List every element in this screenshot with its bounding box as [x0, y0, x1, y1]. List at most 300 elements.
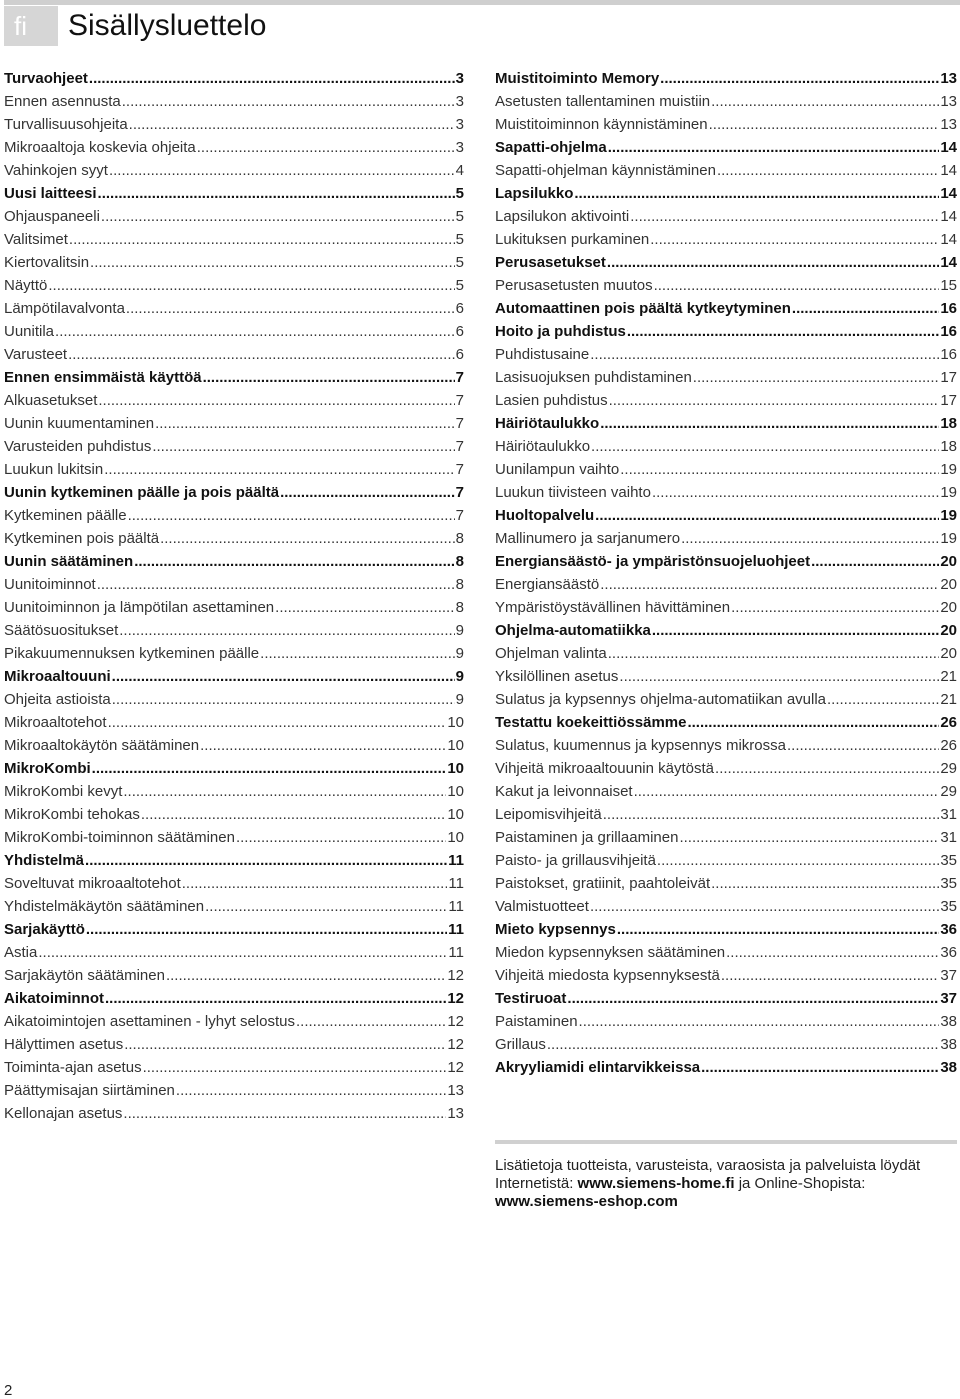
- toc-entry-page: 13: [940, 93, 957, 110]
- toc-entry-page: 13: [940, 116, 957, 133]
- toc-entry[interactable]: [4, 458, 464, 481]
- toc-entry-page: 35: [940, 898, 957, 915]
- toc-entry-page: 19: [940, 461, 957, 478]
- toc-entry-label: Grillaus: [495, 1036, 546, 1053]
- toc-entry-page: 14: [940, 231, 957, 248]
- toc-entry[interactable]: [4, 964, 464, 987]
- toc-entry-label: Perusasetukset: [495, 254, 606, 271]
- toc-entry-page: 13: [940, 70, 957, 87]
- toc-entry[interactable]: [4, 389, 464, 412]
- toc-entry[interactable]: [4, 895, 464, 918]
- toc-entry[interactable]: [4, 320, 464, 343]
- toc-entry[interactable]: [495, 389, 957, 412]
- toc-leader-dots: [693, 366, 940, 389]
- toc-section-entry[interactable]: [495, 412, 957, 435]
- toc-entry-page: 5: [455, 208, 464, 225]
- toc-entry-page: 31: [940, 829, 957, 846]
- toc-leader-dots: [634, 780, 940, 803]
- toc-entry[interactable]: [495, 803, 957, 826]
- toc-entry-page: 18: [940, 415, 957, 432]
- toc-leader-dots: [108, 711, 447, 734]
- toc-entry-page: 13: [447, 1105, 464, 1122]
- toc-entry-label: Lasien puhdistus: [495, 392, 608, 409]
- toc-entry[interactable]: [4, 803, 464, 826]
- toc-section-entry[interactable]: [495, 550, 957, 573]
- toc-leader-dots: [711, 872, 939, 895]
- toc-section-entry[interactable]: [4, 366, 464, 389]
- toc-entry-label: Kytkeminen pois päältä: [4, 530, 160, 547]
- toc-entry-label: Lämpötilavalvonta: [4, 300, 125, 317]
- toc-entry[interactable]: [495, 90, 957, 113]
- toc-entry[interactable]: [495, 964, 957, 987]
- toc-section-entry[interactable]: [495, 711, 957, 734]
- toc-entry-label: Uunin kytkeminen päälle ja pois päältä: [4, 484, 280, 501]
- toc-entry[interactable]: [4, 136, 464, 159]
- toc-entry[interactable]: [4, 826, 464, 849]
- toc-leader-dots: [726, 941, 939, 964]
- toc-entry[interactable]: [4, 596, 464, 619]
- toc-entry[interactable]: [495, 665, 957, 688]
- toc-section-entry[interactable]: [495, 136, 957, 159]
- toc-entry[interactable]: [495, 642, 957, 665]
- toc-leader-dots: [109, 159, 455, 182]
- toc-section-entry[interactable]: [4, 757, 464, 780]
- toc-leader-dots: [620, 458, 939, 481]
- toc-entry-label: Luukun lukitsin: [4, 461, 104, 478]
- info-note: [495, 1157, 957, 1211]
- language-tag: fi: [4, 6, 58, 46]
- toc-leader-dots: [275, 596, 455, 619]
- toc-leader-dots: [90, 251, 455, 274]
- toc-leader-dots: [679, 826, 939, 849]
- toc-entry-page: 35: [940, 852, 957, 869]
- toc-entry[interactable]: [4, 619, 464, 642]
- toc-entry[interactable]: [495, 849, 957, 872]
- toc-entry[interactable]: [495, 343, 957, 366]
- toc-entry-label: Sulatus ja kypsennys ohjelma-automatiikan avulla: [495, 691, 827, 708]
- toc-leader-dots: [129, 113, 455, 136]
- toc-leader-dots: [650, 228, 939, 251]
- toc-entry-page: 10: [447, 783, 464, 800]
- toc-entry-page: 11: [448, 875, 464, 892]
- toc-section-entry[interactable]: [495, 67, 957, 90]
- toc-entry[interactable]: [495, 113, 957, 136]
- toc-entry-label: Toiminta-ajan asetus: [4, 1059, 142, 1076]
- toc-entry-page: 20: [940, 645, 957, 662]
- toc-entry[interactable]: [495, 366, 957, 389]
- toc-entry-label: Sulatus, kuumennus ja kypsennys mikrossa: [495, 737, 786, 754]
- toc-leader-dots: [590, 343, 939, 366]
- toc-entry-label: Mikroaaltoja koskevia ohjeita: [4, 139, 196, 156]
- toc-leader-dots: [97, 573, 455, 596]
- toc-entry-page: 5: [455, 254, 464, 271]
- toc-leader-dots: [657, 849, 939, 872]
- toc-leader-dots: [182, 872, 448, 895]
- toc-section-entry[interactable]: [495, 504, 957, 527]
- toc-leader-dots: [119, 619, 454, 642]
- toc-entry-label: MikroKombi tehokas: [4, 806, 140, 823]
- toc-entry-page: 5: [455, 185, 464, 202]
- toc-leader-dots: [617, 918, 939, 941]
- toc-entry-page: 8: [455, 576, 464, 593]
- toc-entry-page: 36: [940, 921, 957, 938]
- toc-entry[interactable]: [4, 941, 464, 964]
- toc-entry-label: Valmistuotteet: [495, 898, 589, 915]
- toc-leader-dots: [124, 1033, 446, 1056]
- toc-entry-page: 19: [940, 484, 957, 501]
- toc-leader-dots: [134, 550, 454, 573]
- toc-entry[interactable]: [4, 343, 464, 366]
- toc-entry-label: Sarjakäytön säätäminen: [4, 967, 165, 984]
- toc-leader-dots: [143, 1056, 447, 1079]
- toc-entry[interactable]: [495, 159, 957, 182]
- toc-entry[interactable]: [495, 205, 957, 228]
- toc-entry-label: Miedon kypsennyksen säätäminen: [495, 944, 726, 961]
- toc-entry-page: 10: [447, 829, 464, 846]
- toc-entry[interactable]: [4, 90, 464, 113]
- toc-entry-page: 31: [940, 806, 957, 823]
- toc-section-entry[interactable]: [4, 67, 464, 90]
- toc-leader-dots: [98, 182, 455, 205]
- toc-section-entry[interactable]: [495, 987, 957, 1010]
- toc-entry-label: Alkuasetukset: [4, 392, 98, 409]
- info-link-eshop[interactable]: www.siemens-eshop.com: [495, 1193, 678, 1210]
- toc-leader-dots: [112, 688, 455, 711]
- toc-leader-dots: [68, 343, 455, 366]
- toc-entry-page: 10: [447, 806, 464, 823]
- toc-leader-dots: [609, 389, 940, 412]
- toc-entry-page: 3: [455, 139, 464, 156]
- toc-entry-page: 5: [455, 277, 464, 294]
- toc-entry-label: Sarjakäyttö: [4, 921, 85, 938]
- toc-entry[interactable]: [495, 688, 957, 711]
- toc-leader-dots: [787, 734, 939, 757]
- toc-leader-dots: [104, 458, 454, 481]
- toc-entry-label: Ohjeita astioista: [4, 691, 111, 708]
- toc-entry-page: 12: [447, 1059, 464, 1076]
- toc-entry[interactable]: [4, 1102, 464, 1125]
- toc-section-entry[interactable]: [495, 251, 957, 274]
- toc-entry-label: Muistitoiminto Memory: [495, 70, 660, 87]
- toc-entry-page: 18: [940, 438, 957, 455]
- toc-entry-page: 8: [455, 530, 464, 547]
- toc-leader-dots: [205, 895, 447, 918]
- toc-leader-dots: [701, 1056, 939, 1079]
- toc-leader-dots: [38, 941, 447, 964]
- toc-section-entry[interactable]: [4, 918, 464, 941]
- toc-entry-label: Perusasetusten muutos: [495, 277, 653, 294]
- toc-entry-label: Automaattinen pois päältä kytkeytyminen: [495, 300, 791, 317]
- toc-left-column: [4, 67, 464, 1125]
- toc-entry-label: Mikroaaltouuni: [4, 668, 111, 685]
- toc-entry[interactable]: [4, 1079, 464, 1102]
- toc-entry[interactable]: [4, 734, 464, 757]
- toc-entry-label: Paisto- ja grillausvihjeitä: [495, 852, 656, 869]
- toc-entry-label: Uunitoiminnot: [4, 576, 96, 593]
- toc-entry[interactable]: [495, 274, 957, 297]
- toc-entry[interactable]: [495, 481, 957, 504]
- toc-entry-page: 11: [448, 898, 464, 915]
- toc-leader-dots: [717, 159, 939, 182]
- toc-entry-label: Ennen ensimmäistä käyttöä: [4, 369, 202, 386]
- toc-entry-label: Turvaohjeet: [4, 70, 88, 87]
- toc-entry-label: Säätösuositukset: [4, 622, 119, 639]
- toc-entry-page: 9: [455, 645, 464, 662]
- toc-leader-dots: [92, 757, 447, 780]
- toc-leader-dots: [827, 688, 939, 711]
- toc-leader-dots: [296, 1010, 446, 1033]
- toc-entry-label: Kiertovalitsin: [4, 254, 90, 271]
- toc-entry[interactable]: [4, 228, 464, 251]
- toc-entry-label: Turvallisuusohjeita: [4, 116, 128, 133]
- toc-leader-dots: [600, 412, 939, 435]
- toc-section-entry[interactable]: [495, 619, 957, 642]
- toc-leader-dots: [197, 136, 455, 159]
- toc-leader-dots: [101, 205, 455, 228]
- toc-entry-page: 12: [447, 1036, 464, 1053]
- toc-entry[interactable]: [495, 228, 957, 251]
- toc-leader-dots: [715, 757, 939, 780]
- top-rule: [4, 0, 960, 5]
- toc-leader-dots: [236, 826, 446, 849]
- toc-entry[interactable]: [4, 504, 464, 527]
- toc-leader-dots: [811, 550, 939, 573]
- toc-leader-dots: [123, 780, 446, 803]
- page-title: Sisällysluettelo: [68, 9, 267, 42]
- toc-entry[interactable]: [4, 297, 464, 320]
- toc-leader-dots: [567, 987, 939, 1010]
- toc-entry-label: Asetusten tallentaminen muistiin: [495, 93, 711, 110]
- toc-entry[interactable]: [4, 274, 464, 297]
- toc-entry-page: 14: [940, 139, 957, 156]
- toc-entry[interactable]: [4, 251, 464, 274]
- toc-entry[interactable]: [495, 435, 957, 458]
- toc-entry-label: Hoito ja puhdistus: [495, 323, 626, 340]
- toc-section-entry[interactable]: [4, 182, 464, 205]
- toc-entry[interactable]: [495, 757, 957, 780]
- toc-entry[interactable]: [4, 872, 464, 895]
- toc-leader-dots: [619, 665, 939, 688]
- toc-entry[interactable]: [4, 205, 464, 228]
- toc-entry-label: Ohjauspaneeli: [4, 208, 100, 225]
- toc-entry-page: 26: [940, 714, 957, 731]
- toc-entry-label: Uusi laitteesi: [4, 185, 97, 202]
- toc-entry-label: MikroKombi: [4, 760, 91, 777]
- toc-leader-dots: [85, 849, 447, 872]
- toc-entry-label: Mikroaaltokäytön säätäminen: [4, 737, 200, 754]
- toc-section-entry[interactable]: [495, 1056, 957, 1079]
- toc-entry-page: 8: [455, 553, 464, 570]
- toc-leader-dots: [607, 251, 939, 274]
- toc-entry-page: 12: [447, 1013, 464, 1030]
- toc-entry[interactable]: [4, 711, 464, 734]
- toc-entry-label: Ennen asennusta: [4, 93, 121, 110]
- toc-entry-page: 14: [940, 208, 957, 225]
- toc-entry-label: Lapsilukko: [495, 185, 574, 202]
- toc-entry-label: Paistokset, gratiinit, paahtoleivät: [495, 875, 711, 892]
- toc-entry-page: 7: [455, 392, 464, 409]
- toc-leader-dots: [122, 90, 455, 113]
- toc-entry-label: Vihjeitä mikroaaltouunin käytöstä: [495, 760, 715, 777]
- info-text-2: ja Online-Shopista:: [734, 1175, 866, 1192]
- toc-entry-label: Uunin kuumentaminen: [4, 415, 155, 432]
- toc-leader-dots: [48, 274, 454, 297]
- toc-entry-label: Mikroaaltotehot: [4, 714, 107, 731]
- toc-entry-page: 6: [455, 346, 464, 363]
- toc-entry[interactable]: [495, 872, 957, 895]
- toc-entry-page: 14: [940, 162, 957, 179]
- toc-entry-page: 11: [448, 921, 464, 938]
- toc-leader-dots: [792, 297, 939, 320]
- info-link-home[interactable]: www.siemens-home.fi: [577, 1175, 735, 1192]
- toc-entry[interactable]: [495, 941, 957, 964]
- toc-section-entry[interactable]: [4, 481, 464, 504]
- toc-entry-page: 38: [940, 1013, 957, 1030]
- toc-leader-dots: [166, 964, 446, 987]
- toc-entry[interactable]: [495, 1033, 957, 1056]
- toc-entry-page: 11: [448, 944, 464, 961]
- toc-entry-page: 17: [940, 392, 957, 409]
- toc-entry-label: Varusteiden puhdistus: [4, 438, 152, 455]
- toc-entry[interactable]: [495, 573, 957, 596]
- toc-entry[interactable]: [495, 895, 957, 918]
- toc-entry[interactable]: [495, 780, 957, 803]
- toc-section-entry[interactable]: [4, 987, 464, 1010]
- info-text-1: Lisätietoja tuotteista, varusteista, varaosista ja palveluista löydät Internetistä:: [495, 1157, 921, 1192]
- toc-entry-label: Leipomisvihjeitä: [495, 806, 602, 823]
- toc-entry-label: Päättymisajan siirtäminen: [4, 1082, 175, 1099]
- toc-leader-dots: [141, 803, 446, 826]
- toc-leader-dots: [600, 573, 939, 596]
- toc-entry-label: Paistaminen ja grillaaminen: [495, 829, 679, 846]
- toc-entry-label: Varusteet: [4, 346, 68, 363]
- toc-entry[interactable]: [495, 527, 957, 550]
- toc-leader-dots: [128, 504, 455, 527]
- toc-entry-page: 7: [455, 461, 464, 478]
- toc-entry-page: 10: [447, 760, 464, 777]
- toc-entry-page: 20: [940, 553, 957, 570]
- toc-entry-page: 19: [940, 507, 957, 524]
- toc-entry-label: Uunitoiminnon ja lämpötilan asettaminen: [4, 599, 275, 616]
- toc-entry[interactable]: [4, 780, 464, 803]
- toc-section-entry[interactable]: [495, 320, 957, 343]
- toc-entry-label: Akryyliamidi elintarvikkeissa: [495, 1059, 701, 1076]
- page-number: 2: [4, 1382, 13, 1399]
- toc-section-entry[interactable]: [495, 182, 957, 205]
- toc-section-entry[interactable]: [4, 550, 464, 573]
- toc-leader-dots: [89, 67, 455, 90]
- toc-entry[interactable]: [495, 1010, 957, 1033]
- toc-entry[interactable]: [495, 596, 957, 619]
- toc-leader-dots: [155, 412, 455, 435]
- toc-entry-page: 26: [940, 737, 957, 754]
- toc-section-entry[interactable]: [4, 849, 464, 872]
- toc-entry-label: Uunilampun vaihto: [495, 461, 620, 478]
- info-divider: [495, 1140, 957, 1144]
- toc-entry-page: 12: [447, 990, 464, 1007]
- toc-entry-page: 3: [455, 116, 464, 133]
- toc-entry[interactable]: [495, 734, 957, 757]
- toc-entry-page: 9: [455, 622, 464, 639]
- toc-leader-dots: [547, 1033, 939, 1056]
- toc-entry-page: 7: [455, 484, 464, 501]
- toc-entry-label: Paistaminen: [495, 1013, 578, 1030]
- toc-entry[interactable]: [4, 1033, 464, 1056]
- toc-entry-page: 14: [940, 254, 957, 271]
- toc-entry[interactable]: [4, 412, 464, 435]
- toc-entry[interactable]: [4, 642, 464, 665]
- toc-entry-label: Kakut ja leivonnaiset: [495, 783, 633, 800]
- toc-leader-dots: [123, 1102, 446, 1125]
- toc-leader-dots: [660, 67, 939, 90]
- toc-entry-label: Mieto kypsennys: [495, 921, 616, 938]
- toc-entry-page: 6: [455, 300, 464, 317]
- toc-entry[interactable]: [4, 527, 464, 550]
- toc-entry-page: 16: [940, 323, 957, 340]
- toc-leader-dots: [627, 320, 939, 343]
- toc-entry-page: 35: [940, 875, 957, 892]
- toc-entry[interactable]: [495, 458, 957, 481]
- toc-entry-page: 16: [940, 300, 957, 317]
- toc-entry-page: 9: [455, 691, 464, 708]
- toc-entry-page: 9: [455, 668, 464, 685]
- toc-leader-dots: [574, 182, 939, 205]
- toc-leader-dots: [590, 895, 939, 918]
- toc-entry-page: 7: [455, 369, 464, 386]
- toc-entry-label: Yhdistelmäkäytön säätäminen: [4, 898, 205, 915]
- toc-entry-page: 14: [940, 185, 957, 202]
- toc-entry-page: 7: [455, 507, 464, 524]
- toc-entry[interactable]: [4, 1010, 464, 1033]
- toc-entry-page: 10: [447, 714, 464, 731]
- toc-section-entry[interactable]: [495, 918, 957, 941]
- toc-entry-label: Vahinkojen syyt: [4, 162, 108, 179]
- toc-entry-label: Huoltopalvelu: [495, 507, 595, 524]
- toc-leader-dots: [260, 642, 455, 665]
- toc-entry[interactable]: [4, 113, 464, 136]
- toc-entry-label: Lapsilukon aktivointi: [495, 208, 630, 225]
- toc-entry-page: 37: [940, 990, 957, 1007]
- toc-entry-label: Sapatti-ohjelma: [495, 139, 607, 156]
- toc-entry[interactable]: [4, 688, 464, 711]
- toc-leader-dots: [160, 527, 455, 550]
- toc-entry-label: Pikakuumennuksen kytkeminen päälle: [4, 645, 260, 662]
- toc-entry-page: 16: [940, 346, 957, 363]
- toc-leader-dots: [731, 596, 939, 619]
- toc-entry-page: 10: [447, 737, 464, 754]
- toc-entry-page: 38: [940, 1036, 957, 1053]
- toc-section-entry[interactable]: [4, 665, 464, 688]
- toc-entry-page: 4: [455, 162, 464, 179]
- toc-entry-page: 6: [455, 323, 464, 340]
- toc-entry-page: 21: [940, 691, 957, 708]
- toc-entry-label: Testiruoat: [495, 990, 567, 1007]
- toc-entry-label: Häiriötaulukko: [495, 415, 600, 432]
- toc-entry-page: 21: [940, 668, 957, 685]
- toc-section-entry[interactable]: [495, 297, 957, 320]
- toc-leader-dots: [595, 504, 939, 527]
- toc-entry[interactable]: [4, 435, 464, 458]
- toc-entry[interactable]: [4, 573, 464, 596]
- toc-entry[interactable]: [495, 826, 957, 849]
- toc-entry-label: Lukituksen purkaminen: [495, 231, 650, 248]
- toc-entry-label: Sapatti-ohjelman käynnistäminen: [495, 162, 716, 179]
- toc-leader-dots: [176, 1079, 446, 1102]
- toc-entry[interactable]: [4, 159, 464, 182]
- toc-entry-label: Soveltuvat mikroaaltotehot: [4, 875, 181, 892]
- toc-leader-dots: [105, 987, 446, 1010]
- toc-entry[interactable]: [4, 1056, 464, 1079]
